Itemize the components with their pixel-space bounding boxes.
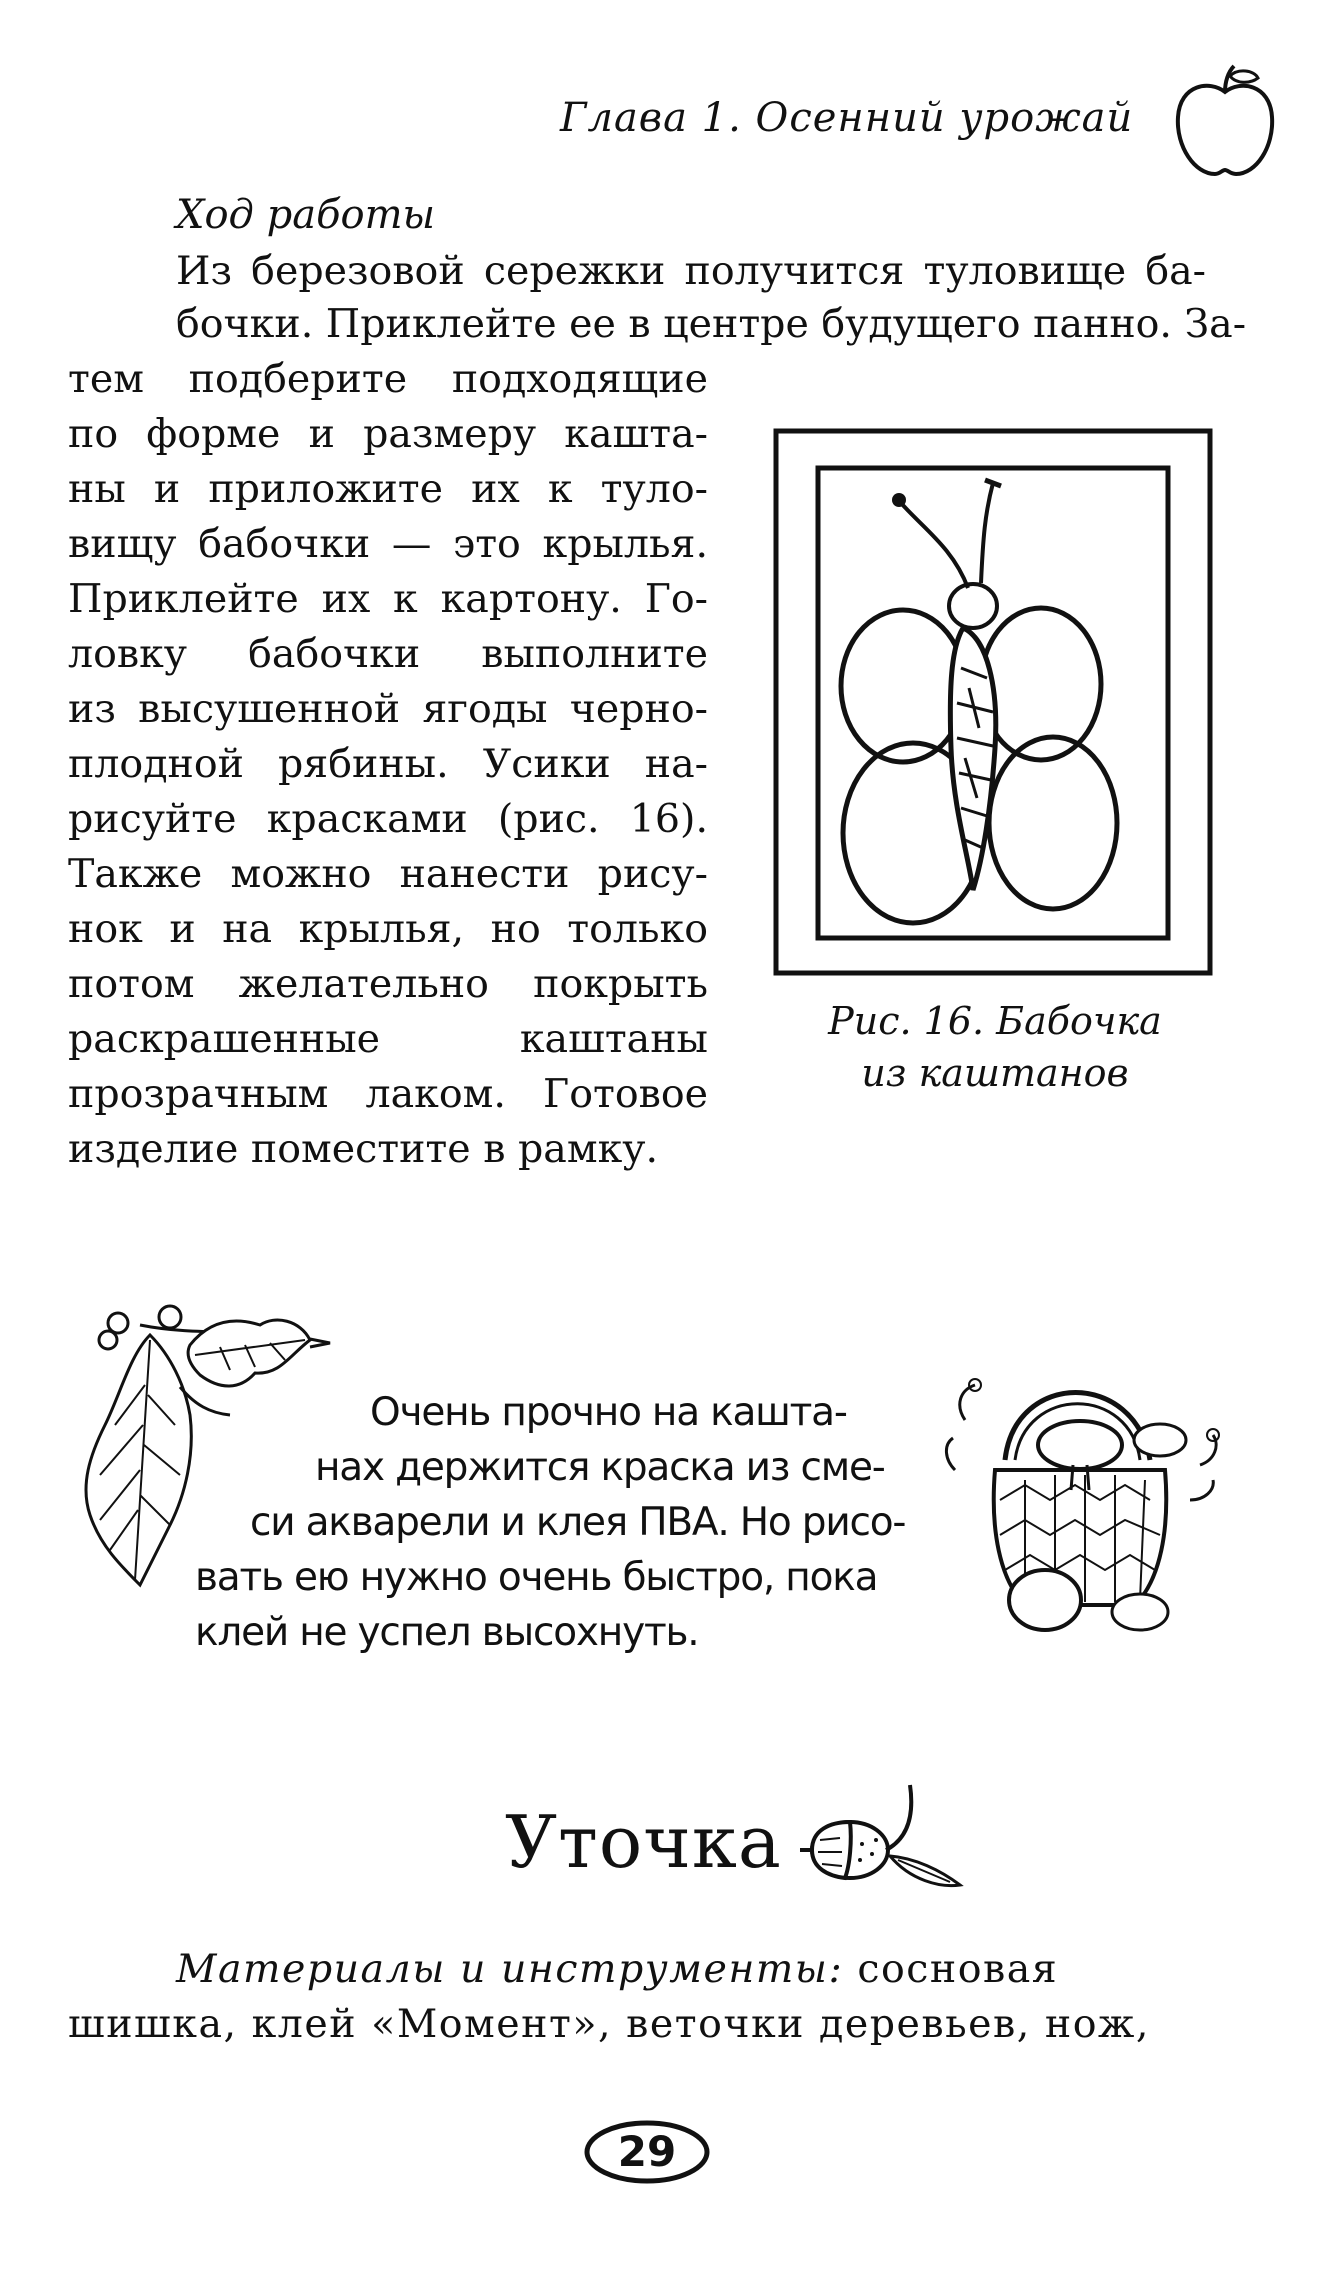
tip-line: вать ею нужно очень быстро, пока bbox=[195, 1555, 878, 1600]
tip-line: нах держится краска из сме- bbox=[315, 1445, 885, 1490]
apple-icon bbox=[1170, 62, 1280, 182]
body-line: Из березовой сережки получится туловище ба- bbox=[176, 248, 1206, 294]
body-line: ловку бабочки выполните bbox=[68, 631, 708, 677]
materials-line bbox=[176, 1946, 1059, 1992]
body-line: плодной рябины. Усики на- bbox=[68, 741, 708, 787]
chapter-header: Глава 1. Осенний урожай bbox=[560, 95, 1134, 141]
page-number bbox=[582, 2118, 712, 2186]
body-line: нок и на крылья, но только bbox=[68, 906, 708, 952]
section-title: Уточка bbox=[505, 1800, 782, 1884]
body-line: Приклейте их к картону. Го- bbox=[68, 576, 708, 622]
subheading: Ход работы bbox=[176, 192, 436, 238]
acorn-icon bbox=[790, 1780, 970, 1900]
page-number-text: 29 bbox=[617, 2127, 677, 2176]
tip-line: клей не успел высохнуть. bbox=[195, 1610, 699, 1655]
tip-line: Очень прочно на кашта- bbox=[370, 1390, 847, 1435]
body-line: изделие поместите в рамку. bbox=[68, 1126, 659, 1172]
body-line: раскрашенные каштаны bbox=[68, 1016, 708, 1062]
butterfly-illustration bbox=[773, 428, 1213, 976]
body-line: по форме и размеру кашта- bbox=[68, 411, 708, 457]
body-line: прозрачным лаком. Готовое bbox=[68, 1071, 708, 1117]
body-line: из высушенной ягоды черно- bbox=[68, 686, 708, 732]
body-line: Также можно нанести рису- bbox=[68, 851, 708, 897]
body-line: ны и приложите их к туло- bbox=[68, 466, 708, 512]
tip-line: си акварели и клея ПВА. Но рисо- bbox=[250, 1500, 906, 1545]
materials-label: Материалы и инструменты: bbox=[176, 1946, 844, 1992]
body-line: вищу бабочки — это крылья. bbox=[68, 521, 708, 567]
body-line: тем подберите подходящие bbox=[68, 356, 708, 402]
figure-caption: Рис. 16. Бабочка bbox=[828, 999, 1162, 1043]
body-line: рисуйте красками (рис. 16). bbox=[68, 796, 708, 842]
body-line: бочки. Приклейте ее в центре будущего панно. За- bbox=[176, 301, 1247, 347]
body-line: потом желательно покрыть bbox=[68, 961, 708, 1007]
materials-line: шишка, клей «Момент», веточки деревьев, нож, bbox=[68, 2001, 1150, 2047]
materials-text: сосновая bbox=[843, 1946, 1059, 1992]
basket-illustration bbox=[935, 1350, 1225, 1640]
figure-caption: из каштанов bbox=[861, 1051, 1129, 1095]
